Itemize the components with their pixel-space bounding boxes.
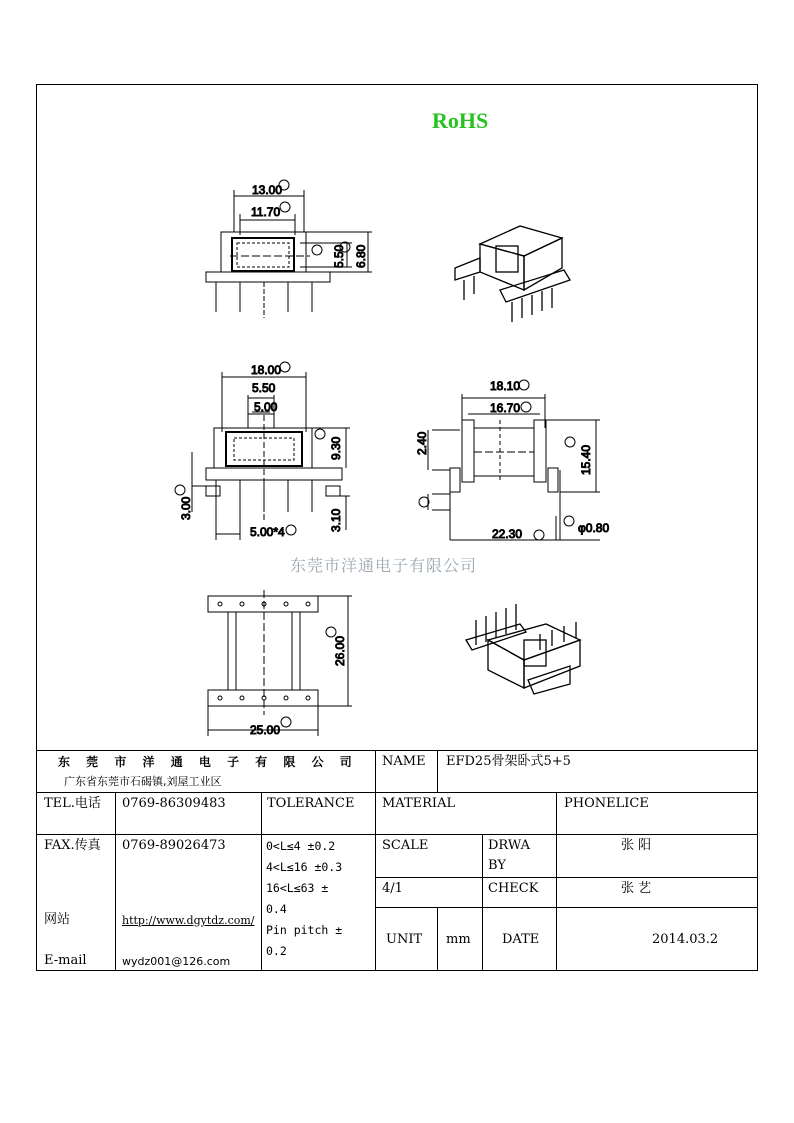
unit-value: mm: [446, 932, 471, 947]
dim-j: 18.10: [490, 379, 521, 393]
rohs-mark: RoHS: [432, 108, 489, 133]
tel-label: TEL.电话: [44, 796, 101, 811]
drawby-label-2: BY: [488, 858, 506, 873]
dim-h: 3.10: [329, 508, 343, 532]
tolerance-label: TOLERANCE: [267, 796, 355, 811]
company-address: 广东省东莞市石碣镇,刘屋工业区: [64, 775, 222, 788]
scale-label: SCALE: [382, 838, 429, 853]
dim-m: 15.40: [579, 444, 593, 475]
tolerance-line: 0.4: [266, 902, 287, 916]
drawby-value: 张 阳: [621, 838, 652, 853]
name-value: EFD25骨架卧式5+5: [446, 754, 571, 769]
tel-value: 0769-86309483: [122, 796, 226, 811]
dim-o: φ0.80: [578, 521, 610, 535]
dim-l: 2.40: [415, 431, 429, 455]
dim-e: 18.00: [251, 363, 282, 377]
tolerance-line: 0.2: [266, 944, 287, 958]
fax-label: FAX.传真: [44, 838, 101, 853]
iso-view-2: [466, 604, 580, 694]
check-value: 张 艺: [621, 881, 652, 896]
iso-view-1: [455, 226, 570, 322]
bottom-view: [208, 590, 352, 736]
date-value: 2014.03.2: [652, 932, 719, 947]
tolerance-line: Pin pitch ±: [266, 923, 343, 937]
check-label: CHECK: [488, 881, 539, 896]
dim-d: 6.80: [354, 244, 368, 268]
website-label: 网站: [44, 912, 71, 927]
dim-i: 5.00*4: [250, 525, 285, 539]
tolerance-table: [266, 836, 342, 962]
unit-label: UNIT: [386, 932, 423, 947]
date-label: DATE: [502, 932, 540, 947]
dim-n: 22.30: [492, 527, 523, 541]
name-label: NAME: [382, 754, 426, 769]
tolerance-line: 0<L≤4 ±0.2: [266, 839, 336, 853]
dim-k: 16.70: [490, 401, 521, 415]
dim-a: 13.00: [252, 183, 283, 197]
company-watermark: 东莞市洋通电子有限公司: [290, 556, 478, 575]
fax-value: 0769-89026473: [122, 838, 226, 853]
material-label: MATERIAL: [382, 796, 456, 811]
phonelice-label: PHONELICE: [564, 796, 649, 811]
dim-g: 3.00: [179, 496, 193, 520]
front-view-top: [206, 180, 372, 318]
company-name: 东 莞 市 洋 通 电 子 有 限 公 司: [58, 755, 358, 769]
email-label: E-mail: [44, 953, 87, 968]
title-block: [36, 750, 758, 971]
dim-e3: 5.00: [254, 400, 278, 414]
email-value: wydz001@126.com: [122, 955, 231, 968]
dim-b: 11.70: [251, 205, 281, 219]
drawby-label-1: DRWA: [488, 838, 531, 853]
tolerance-line: 4<L≤16 ±0.3: [266, 860, 343, 874]
website-link-wrap: [122, 913, 255, 929]
dim-e2: 5.50: [252, 381, 276, 395]
dim-f: 9.30: [329, 436, 343, 460]
scale-value: 4/1: [382, 881, 403, 896]
tolerance-line: 16<L≤63 ±: [266, 881, 329, 895]
dim-q: 25.00: [250, 723, 281, 737]
dim-p: 26.00: [333, 635, 347, 666]
website-link[interactable]: http://www.dgytdz.com/: [122, 914, 255, 927]
dim-c: 5.50: [332, 244, 346, 268]
